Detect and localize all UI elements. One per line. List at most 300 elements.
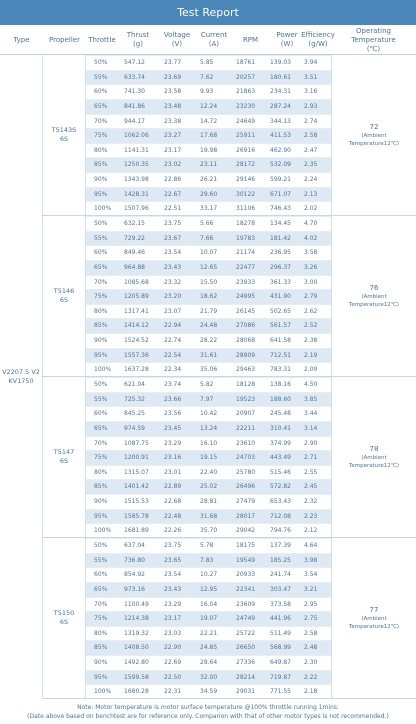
- throttle-cell: 100%: [94, 527, 112, 535]
- table-row: [86, 245, 331, 260]
- rpm-cell: 23230: [236, 102, 256, 110]
- power-cell: 746.43: [270, 205, 291, 213]
- voltage-cell: 23.77: [164, 59, 182, 66]
- rpm-cell: 25722: [236, 629, 256, 637]
- rpm-cell: 18761: [236, 59, 256, 66]
- power-cell: 139.03: [270, 59, 291, 66]
- throttle-cell: 80%: [94, 468, 108, 476]
- power-cell: 511.49: [270, 629, 291, 637]
- voltage-cell: 22.89: [164, 483, 182, 491]
- ambient-temperature-note: (Ambient Temperature12℃): [348, 455, 400, 469]
- thrust-cell: 1401.42: [124, 483, 149, 491]
- power-cell: 561.57: [270, 322, 291, 330]
- rpm-cell: 29146: [236, 176, 256, 184]
- header-thrust: Thrust (g): [126, 31, 150, 48]
- footer-line-2: (Date above based on benchtest are for reference only. Comparion with that of other motor types is not recommended.): [27, 712, 389, 720]
- rpm-cell: 25911: [236, 132, 256, 140]
- current-cell: 25.02: [200, 483, 218, 491]
- table-row: [86, 362, 331, 377]
- current-cell: 9.93: [200, 88, 214, 96]
- current-cell: 24.85: [200, 644, 218, 652]
- current-cell: 12.65: [200, 263, 218, 271]
- thrust-cell: 1428.31: [124, 190, 149, 198]
- efficiency-cell: 2.79: [304, 293, 318, 301]
- operating-temperature-cell: [331, 55, 416, 215]
- voltage-cell: 23.01: [164, 468, 182, 476]
- efficiency-cell: 2.90: [304, 439, 318, 447]
- throttle-cell: 60%: [94, 88, 108, 96]
- efficiency-cell: 3.21: [304, 585, 318, 593]
- thrust-cell: 845.25: [124, 410, 145, 418]
- efficiency-cell: 2.13: [304, 190, 318, 198]
- current-cell: 16.10: [200, 439, 218, 447]
- table-row: [86, 421, 331, 436]
- power-cell: 712.08: [270, 512, 291, 520]
- table-row: [86, 128, 331, 143]
- current-cell: 19.98: [200, 146, 218, 154]
- table-row: [86, 670, 331, 685]
- power-cell: 502.65: [270, 307, 291, 315]
- table-row: [86, 523, 331, 538]
- thrust-cell: 841.86: [124, 102, 145, 110]
- efficiency-cell: 3.94: [304, 59, 318, 66]
- current-cell: 32.00: [200, 673, 218, 681]
- thrust-cell: 1492.80: [124, 659, 149, 667]
- efficiency-cell: 2.12: [304, 527, 318, 535]
- throttle-cell: 50%: [94, 542, 108, 549]
- efficiency-cell: 3.51: [304, 73, 318, 81]
- power-cell: 373.58: [270, 600, 291, 608]
- throttle-cell: 85%: [94, 644, 108, 652]
- voltage-cell: 22.68: [164, 498, 182, 506]
- table-row: [86, 55, 331, 70]
- throttle-cell: 85%: [94, 322, 108, 330]
- voltage-cell: 22.90: [164, 644, 182, 652]
- throttle-cell: 90%: [94, 337, 108, 345]
- throttle-cell: 60%: [94, 410, 108, 418]
- current-cell: 10.07: [200, 249, 218, 257]
- rpm-cell: 22341: [236, 585, 256, 593]
- current-cell: 17.68: [200, 132, 218, 140]
- current-cell: 35.70: [200, 527, 218, 535]
- throttle-cell: 65%: [94, 263, 108, 271]
- efficiency-cell: 3.44: [304, 410, 318, 418]
- table-row: [86, 231, 331, 246]
- power-cell: 137.39: [270, 542, 291, 549]
- thrust-cell: 1315.07: [124, 468, 149, 476]
- table-row: [86, 626, 331, 641]
- current-cell: 33.17: [200, 205, 218, 213]
- thrust-cell: 1585.78: [124, 512, 149, 520]
- footer-note: [0, 699, 416, 724]
- power-cell: 441.96: [270, 615, 291, 623]
- thrust-cell: 1408.50: [124, 644, 149, 652]
- operating-temperature-value: 77: [369, 606, 379, 614]
- power-cell: 515.46: [270, 468, 291, 476]
- thrust-cell: 547.12: [124, 59, 145, 66]
- rpm-cell: 25780: [236, 468, 256, 476]
- table-row: [86, 99, 331, 114]
- voltage-cell: 23.07: [164, 307, 182, 315]
- throttle-cell: 65%: [94, 424, 108, 432]
- rpm-cell: 28909: [236, 351, 256, 359]
- table-row: [86, 275, 331, 290]
- rpm-cell: 23610: [236, 439, 256, 447]
- current-cell: 21.79: [200, 307, 218, 315]
- voltage-cell: 23.48: [164, 102, 182, 110]
- header-current: Current (A): [200, 31, 228, 48]
- efficiency-cell: 3.00: [304, 278, 318, 286]
- thrust-cell: 741.30: [124, 88, 145, 96]
- efficiency-cell: 2.18: [304, 688, 318, 696]
- throttle-cell: 55%: [94, 234, 108, 242]
- voltage-cell: 23.66: [164, 395, 182, 403]
- power-cell: 671.07: [270, 190, 291, 198]
- efficiency-cell: 2.22: [304, 673, 318, 681]
- throttle-cell: 75%: [94, 132, 108, 140]
- table-row: [86, 84, 331, 99]
- rpm-cell: 27479: [236, 498, 256, 506]
- power-cell: 653.43: [270, 498, 291, 506]
- rpm-cell: 20933: [236, 571, 256, 579]
- throttle-cell: 95%: [94, 673, 108, 681]
- voltage-cell: 23.56: [164, 410, 182, 418]
- voltage-cell: 23.20: [164, 293, 182, 301]
- efficiency-cell: 3.98: [304, 556, 318, 564]
- table-row: [86, 333, 331, 348]
- header-efficiency: Efficiency (g/W): [301, 31, 335, 48]
- rpm-cell: 29042: [236, 527, 256, 535]
- power-cell: 287.24: [270, 102, 291, 110]
- thrust-cell: 1214.38: [124, 615, 149, 623]
- table-row: [86, 289, 331, 304]
- efficiency-cell: 2.02: [304, 205, 318, 213]
- table-row: [86, 509, 331, 524]
- voltage-cell: 23.32: [164, 278, 182, 286]
- table-header: [0, 25, 416, 55]
- power-cell: 245.48: [270, 410, 291, 418]
- rpm-cell: 23933: [236, 278, 256, 286]
- thrust-cell: 974.59: [124, 424, 145, 432]
- efficiency-cell: 2.38: [304, 337, 318, 345]
- current-cell: 22.40: [200, 468, 218, 476]
- rpm-cell: 19549: [236, 556, 256, 564]
- power-cell: 431.90: [270, 293, 291, 301]
- thrust-cell: 1205.89: [124, 293, 149, 301]
- efficiency-cell: 2.52: [304, 322, 318, 330]
- efficiency-cell: 4.70: [304, 220, 318, 227]
- thrust-cell: 1637.28: [124, 366, 149, 374]
- rpm-cell: 26145: [236, 307, 256, 315]
- current-cell: 12.24: [200, 102, 218, 110]
- voltage-cell: 23.54: [164, 571, 182, 579]
- thrust-cell: 632.15: [124, 220, 145, 227]
- voltage-cell: 23.17: [164, 615, 182, 623]
- rpm-cell: 22211: [236, 424, 256, 432]
- table-row: [86, 450, 331, 465]
- power-cell: 719.87: [270, 673, 291, 681]
- efficiency-cell: 3.85: [304, 395, 318, 403]
- voltage-cell: 22.54: [164, 351, 182, 359]
- propeller-group: [43, 216, 416, 377]
- thrust-cell: 1524.52: [124, 337, 149, 345]
- voltage-cell: 23.43: [164, 585, 182, 593]
- voltage-cell: 23.65: [164, 556, 182, 564]
- current-cell: 23.11: [200, 161, 218, 169]
- current-cell: 28.64: [200, 659, 218, 667]
- thrust-cell: 621.04: [124, 381, 145, 388]
- current-cell: 18.62: [200, 293, 218, 301]
- table-row: [86, 377, 331, 392]
- throttle-cell: 90%: [94, 498, 108, 506]
- current-cell: 15.50: [200, 278, 218, 286]
- table-row: [86, 260, 331, 275]
- power-cell: 572.82: [270, 483, 291, 491]
- current-cell: 35.06: [200, 366, 218, 374]
- throttle-cell: 95%: [94, 190, 108, 198]
- operating-temperature-value: 78: [369, 445, 379, 453]
- table-row: [86, 538, 331, 553]
- table-row: [86, 479, 331, 494]
- header-rpm: RPM: [242, 35, 259, 44]
- power-cell: 188.60: [270, 395, 291, 403]
- efficiency-cell: 3.26: [304, 263, 318, 271]
- voltage-cell: 23.74: [164, 381, 182, 388]
- thrust-cell: 1319.32: [124, 629, 149, 637]
- table-row: [86, 406, 331, 421]
- efficiency-cell: 2.55: [304, 468, 318, 476]
- rpm-cell: 28214: [236, 673, 256, 681]
- current-cell: 12.95: [200, 585, 218, 593]
- table-row: [86, 567, 331, 582]
- current-cell: 16.04: [200, 600, 218, 608]
- power-cell: 411.53: [270, 132, 291, 140]
- efficiency-cell: 2.75: [304, 615, 318, 623]
- power-cell: 303.47: [270, 585, 291, 593]
- table-row: [86, 597, 331, 612]
- propeller-group: [43, 538, 416, 699]
- thrust-cell: 1100.49: [124, 600, 149, 608]
- current-cell: 5.66: [200, 220, 214, 227]
- efficiency-cell: 2.58: [304, 132, 318, 140]
- operating-temperature-value: 76: [369, 284, 379, 292]
- current-cell: 7.83: [200, 556, 214, 564]
- voltage-cell: 23.17: [164, 146, 182, 154]
- thrust-cell: 1414.12: [124, 322, 149, 330]
- table-row: [86, 114, 331, 129]
- voltage-cell: 23.38: [164, 117, 182, 125]
- throttle-cell: 50%: [94, 381, 108, 388]
- header-type: Type: [13, 35, 30, 44]
- rpm-cell: 18175: [236, 542, 256, 549]
- rpm-cell: 29463: [236, 366, 256, 374]
- power-cell: 138.16: [270, 381, 291, 388]
- footer-line-1: Note: Motor temperature is motor surface temperature @100% throttle running 1mins.: [77, 703, 339, 711]
- voltage-cell: 23.29: [164, 439, 182, 447]
- rpm-cell: 19523: [236, 395, 256, 403]
- throttle-cell: 100%: [94, 205, 112, 213]
- voltage-cell: 22.94: [164, 322, 182, 330]
- operating-temperature-cell: [331, 216, 416, 376]
- table-row: [86, 684, 331, 699]
- throttle-cell: 85%: [94, 161, 108, 169]
- table-row: [86, 655, 331, 670]
- rpm-cell: 20907: [236, 410, 256, 418]
- voltage-cell: 22.74: [164, 337, 182, 345]
- current-cell: 26.21: [200, 176, 218, 184]
- rpm-cell: 21863: [236, 88, 256, 96]
- current-cell: 24.48: [200, 322, 218, 330]
- voltage-cell: 22.34: [164, 366, 182, 374]
- voltage-cell: 23.16: [164, 454, 182, 462]
- operating-temperature-value: 72: [369, 123, 379, 131]
- rpm-cell: 24703: [236, 454, 256, 462]
- thrust-cell: 633.74: [124, 73, 145, 81]
- efficiency-cell: 4.02: [304, 234, 318, 242]
- current-cell: 29.60: [200, 190, 218, 198]
- throttle-cell: 70%: [94, 600, 108, 608]
- voltage-cell: 23.02: [164, 161, 182, 169]
- table-row: [86, 436, 331, 451]
- throttle-cell: 100%: [94, 688, 112, 696]
- voltage-cell: 22.69: [164, 659, 182, 667]
- thrust-cell: 1085.68: [124, 278, 149, 286]
- efficiency-cell: 2.62: [304, 307, 318, 315]
- voltage-cell: 22.26: [164, 527, 182, 535]
- voltage-cell: 22.31: [164, 688, 182, 696]
- rpm-cell: 29031: [236, 688, 256, 696]
- propeller-name: T5150 6S: [43, 538, 86, 698]
- table-row: [86, 348, 331, 363]
- rpm-cell: 24749: [236, 615, 256, 623]
- table-row: [86, 640, 331, 655]
- rpm-cell: 18128: [236, 381, 256, 388]
- rpm-cell: 19783: [236, 234, 256, 242]
- table-row: [86, 143, 331, 158]
- rpm-cell: 24995: [236, 293, 256, 301]
- throttle-cell: 80%: [94, 307, 108, 315]
- efficiency-cell: 2.58: [304, 629, 318, 637]
- efficiency-cell: 2.74: [304, 117, 318, 125]
- thrust-cell: 964.88: [124, 263, 145, 271]
- efficiency-cell: 4.50: [304, 381, 318, 388]
- power-cell: 783.31: [270, 366, 291, 374]
- power-cell: 568.99: [270, 644, 291, 652]
- rpm-cell: 27086: [236, 322, 256, 330]
- throttle-cell: 60%: [94, 249, 108, 257]
- efficiency-cell: 2.24: [304, 176, 318, 184]
- header-power: Power (W): [276, 31, 298, 48]
- table-row: [86, 187, 331, 202]
- rpm-cell: 21174: [236, 249, 256, 257]
- throttle-cell: 75%: [94, 293, 108, 301]
- current-cell: 34.59: [200, 688, 218, 696]
- efficiency-cell: 2.45: [304, 483, 318, 491]
- thrust-cell: 849.46: [124, 249, 145, 257]
- voltage-cell: 23.27: [164, 132, 182, 140]
- throttle-cell: 100%: [94, 366, 112, 374]
- power-cell: 794.76: [270, 527, 291, 535]
- thrust-cell: 1250.35: [124, 161, 149, 169]
- efficiency-cell: 3.58: [304, 249, 318, 257]
- power-cell: 443.49: [270, 454, 291, 462]
- voltage-cell: 23.03: [164, 629, 182, 637]
- voltage-cell: 23.58: [164, 88, 182, 96]
- table-row: [86, 494, 331, 509]
- power-cell: 361.33: [270, 278, 291, 286]
- throttle-cell: 55%: [94, 73, 108, 81]
- thrust-cell: 1557.36: [124, 351, 149, 359]
- power-cell: 134.45: [270, 220, 291, 227]
- efficiency-cell: 2.48: [304, 644, 318, 652]
- motor-type: V2207.5 V2 KV1750: [0, 55, 43, 699]
- voltage-cell: 23.29: [164, 600, 182, 608]
- current-cell: 7.62: [200, 73, 214, 81]
- efficiency-cell: 2.32: [304, 498, 318, 506]
- table-row: [86, 611, 331, 626]
- rpm-cell: 27336: [236, 659, 256, 667]
- throttle-cell: 65%: [94, 102, 108, 110]
- power-cell: 180.61: [270, 73, 291, 81]
- power-cell: 641.58: [270, 337, 291, 345]
- report-title: Test Report: [0, 0, 416, 25]
- efficiency-cell: 2.09: [304, 366, 318, 374]
- rpm-cell: 28068: [236, 337, 256, 345]
- rpm-cell: 18278: [236, 220, 256, 227]
- power-cell: 374.99: [270, 439, 291, 447]
- rpm-cell: 22477: [236, 263, 256, 271]
- table-row: [86, 70, 331, 85]
- header-throttle: Throttle: [88, 35, 116, 44]
- current-cell: 5.82: [200, 381, 214, 388]
- table-row: [86, 465, 331, 480]
- thrust-cell: 1087.75: [124, 439, 149, 447]
- ambient-temperature-note: (Ambient Temperature12℃): [348, 133, 400, 147]
- rpm-cell: 23609: [236, 600, 256, 608]
- current-cell: 7.97: [200, 395, 214, 403]
- rpm-cell: 31106: [236, 205, 256, 213]
- throttle-cell: 90%: [94, 176, 108, 184]
- table-row: [86, 157, 331, 172]
- current-cell: 5.85: [200, 59, 214, 66]
- power-cell: 344.13: [270, 117, 291, 125]
- thrust-cell: 1507.96: [124, 205, 149, 213]
- efficiency-cell: 2.19: [304, 351, 318, 359]
- table-row: [86, 582, 331, 597]
- current-cell: 14.72: [200, 117, 218, 125]
- voltage-cell: 22.50: [164, 673, 182, 681]
- thrust-cell: 1141.31: [124, 146, 149, 154]
- current-cell: 10.27: [200, 571, 218, 579]
- efficiency-cell: 2.35: [304, 161, 318, 169]
- throttle-cell: 85%: [94, 483, 108, 491]
- propeller-group: [43, 55, 416, 216]
- voltage-cell: 23.67: [164, 234, 182, 242]
- throttle-cell: 95%: [94, 512, 108, 520]
- power-cell: 771.55: [270, 688, 291, 696]
- thrust-cell: 1343.98: [124, 176, 149, 184]
- efficiency-cell: 3.14: [304, 424, 318, 432]
- voltage-cell: 22.67: [164, 190, 182, 198]
- thrust-cell: 1062.06: [124, 132, 149, 140]
- current-cell: 13.24: [200, 424, 218, 432]
- power-cell: 236.95: [270, 249, 291, 257]
- power-cell: 462.90: [270, 146, 291, 154]
- header-operating-temperature: Operating Temperature (℃): [351, 26, 396, 53]
- rpm-cell: 30122: [236, 190, 256, 198]
- table-body: [0, 55, 416, 699]
- thrust-cell: 1515.53: [124, 498, 149, 506]
